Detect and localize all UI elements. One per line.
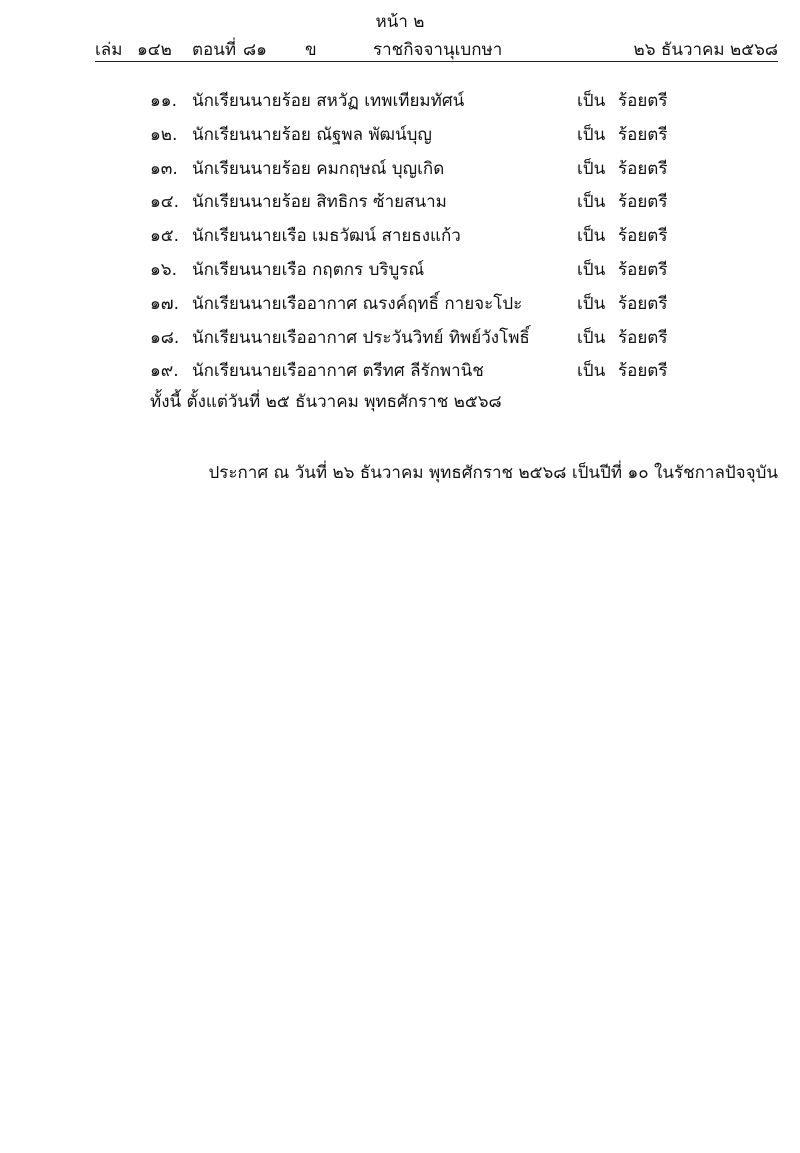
entry-as: เป็น — [577, 158, 606, 179]
effective-date: ทั้งนี้ ตั้งแต่วันที่ ๒๕ ธันวาคม พุทธศักราช ๒๕๖๘ — [150, 392, 502, 412]
entry-name: นักเรียนนายเรือ เมธวัฒน์ สายธงแก้ว — [192, 226, 461, 247]
entry-rank: ร้อยตรี — [618, 226, 668, 247]
entry-as: เป็น — [577, 293, 606, 314]
entry-number: ๑๘. — [150, 327, 180, 348]
entry-as: เป็น — [577, 361, 606, 382]
volume-label: เล่ม — [95, 40, 123, 60]
entry-number: ๑๕. — [150, 226, 180, 247]
section-label: ตอนที่ — [192, 40, 237, 60]
gazette-name: ราชกิจจานุเบกษา — [373, 40, 503, 60]
section-number: ๘๑ — [243, 40, 267, 60]
entry-name: นักเรียนนายเรือ กฤตกร บริบูรณ์ — [192, 259, 425, 280]
list-item — [0, 252, 800, 286]
entry-name: นักเรียนนายร้อย คมกฤษณ์ บุญเกิด — [192, 158, 445, 179]
entry-name: นักเรียนนายเรืออากาศ ประวันวิทย์ ทิพย์วังโพธิ์ — [192, 327, 530, 348]
appointment-list — [0, 83, 800, 387]
header-rule — [95, 61, 778, 62]
list-item — [0, 218, 800, 252]
page-number: หน้า ๒ — [375, 12, 425, 32]
entry-rank: ร้อยตรี — [618, 192, 668, 213]
entry-as: เป็น — [577, 226, 606, 247]
gazette-header — [95, 36, 778, 62]
entry-number: ๑๙. — [150, 361, 179, 382]
entry-rank: ร้อยตรี — [618, 293, 668, 314]
entry-as: เป็น — [577, 327, 606, 348]
entry-as: เป็น — [577, 192, 606, 213]
header-date: ๒๖ ธันวาคม ๒๕๖๘ — [633, 40, 778, 60]
entry-as: เป็น — [577, 124, 606, 145]
entry-number: ๑๒. — [150, 124, 178, 145]
list-item — [0, 320, 800, 354]
list-item — [0, 117, 800, 151]
entry-number: ๑๖. — [150, 259, 177, 280]
entry-as: เป็น — [577, 91, 606, 111]
entry-number: ๑๔. — [150, 192, 180, 213]
part-letter: ข — [305, 40, 317, 60]
entry-rank: ร้อยตรี — [618, 327, 668, 348]
entry-rank: ร้อยตรี — [618, 259, 668, 280]
list-item — [0, 286, 800, 320]
entry-name: นักเรียนนายร้อย ณัฐพล พัฒน์บุญ — [192, 124, 432, 145]
entry-rank: ร้อยตรี — [618, 361, 668, 382]
entry-name: นักเรียนนายร้อย สหวัฏ เทพเทียมทัศน์ — [192, 91, 465, 111]
entry-rank: ร้อยตรี — [618, 91, 668, 111]
list-item — [0, 353, 800, 387]
entry-name: นักเรียนนายร้อย สิทธิกร ซ้ายสนาม — [192, 192, 447, 213]
entry-number: ๑๓. — [150, 158, 178, 179]
entry-rank: ร้อยตรี — [618, 124, 668, 145]
entry-name: นักเรียนนายเรืออากาศ ตรีทศ ลีรักพานิช — [192, 361, 484, 382]
announcement-line: ประกาศ ณ วันที่ ๒๖ ธันวาคม พุทธศักราช ๒๕๖๘ เป็นปีที่ ๑๐ ในรัชกาลปัจจุบัน — [208, 463, 778, 483]
entry-as: เป็น — [577, 259, 606, 280]
entry-name: นักเรียนนายเรืออากาศ ณรงค์ฤทธิ์ กายจะโปะ — [192, 293, 523, 314]
entry-number: ๑๑. — [150, 91, 177, 111]
entry-number: ๑๗. — [150, 293, 179, 314]
list-item — [0, 151, 800, 185]
list-item — [0, 184, 800, 218]
list-item — [0, 83, 800, 117]
volume-number: ๑๔๒ — [137, 40, 172, 60]
entry-rank: ร้อยตรี — [618, 158, 668, 179]
